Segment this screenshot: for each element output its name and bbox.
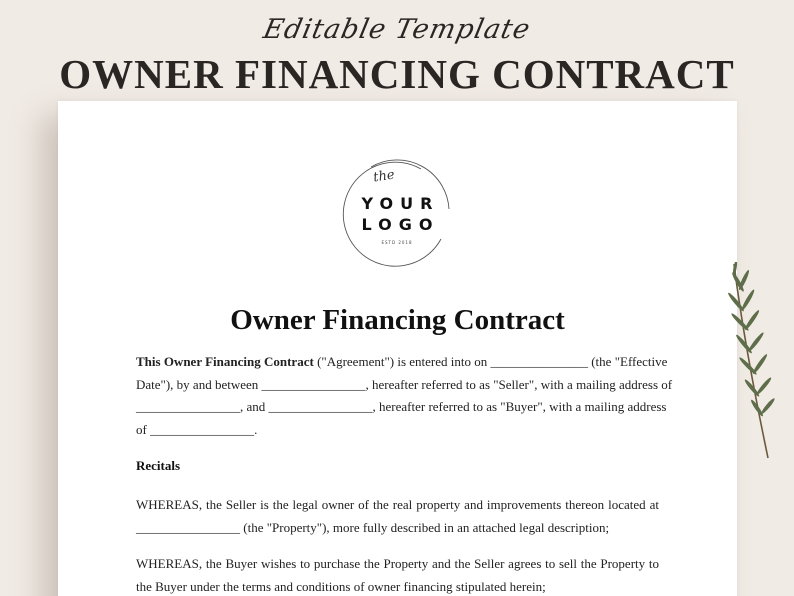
recital-paragraph-2: WHEREAS, the Buyer wishes to purchase the Property and the Seller agrees to sell the Property to the Buyer under the terms and conditions of owner financing stipulated herein; — [136, 556, 659, 594]
rosemary-sprig-icon — [722, 262, 782, 462]
document-page — [58, 101, 737, 596]
intro-line-2: Date"), by and between ________________, hereafter referred to as "Seller", with a mailing address of — [136, 376, 673, 392]
logo-your: YOUR — [361, 194, 440, 213]
recital-paragraph-1: WHEREAS, the Seller is the legal owner of the real property and improvements thereon located at ________________ (the "Property"), more fully described in an attached legal description; — [136, 497, 659, 535]
logo-the: the — [372, 167, 396, 186]
document-title: Owner Financing Contract — [230, 304, 565, 336]
recitals-heading: Recitals — [136, 458, 181, 473]
intro-line-1: ("Agreement") is entered into on _______________ (the "Effective — [313, 354, 668, 369]
intro-line-3: ________________, and ________________, hereafter referred to as "Buyer", with a mailing address — [136, 399, 667, 414]
logo — [341, 159, 453, 271]
intro-line-4: of ________________. — [136, 421, 258, 437]
logo-established: ESTD 2018 — [381, 240, 413, 245]
intro-bold-lead: This Owner Financing Contract — [136, 354, 314, 369]
script-title: Editable Template — [260, 14, 534, 45]
main-title: OWNER FINANCING CONTRACT — [59, 51, 735, 97]
logo-logo: LOGO — [361, 215, 440, 234]
intro-paragraph — [136, 351, 673, 441]
